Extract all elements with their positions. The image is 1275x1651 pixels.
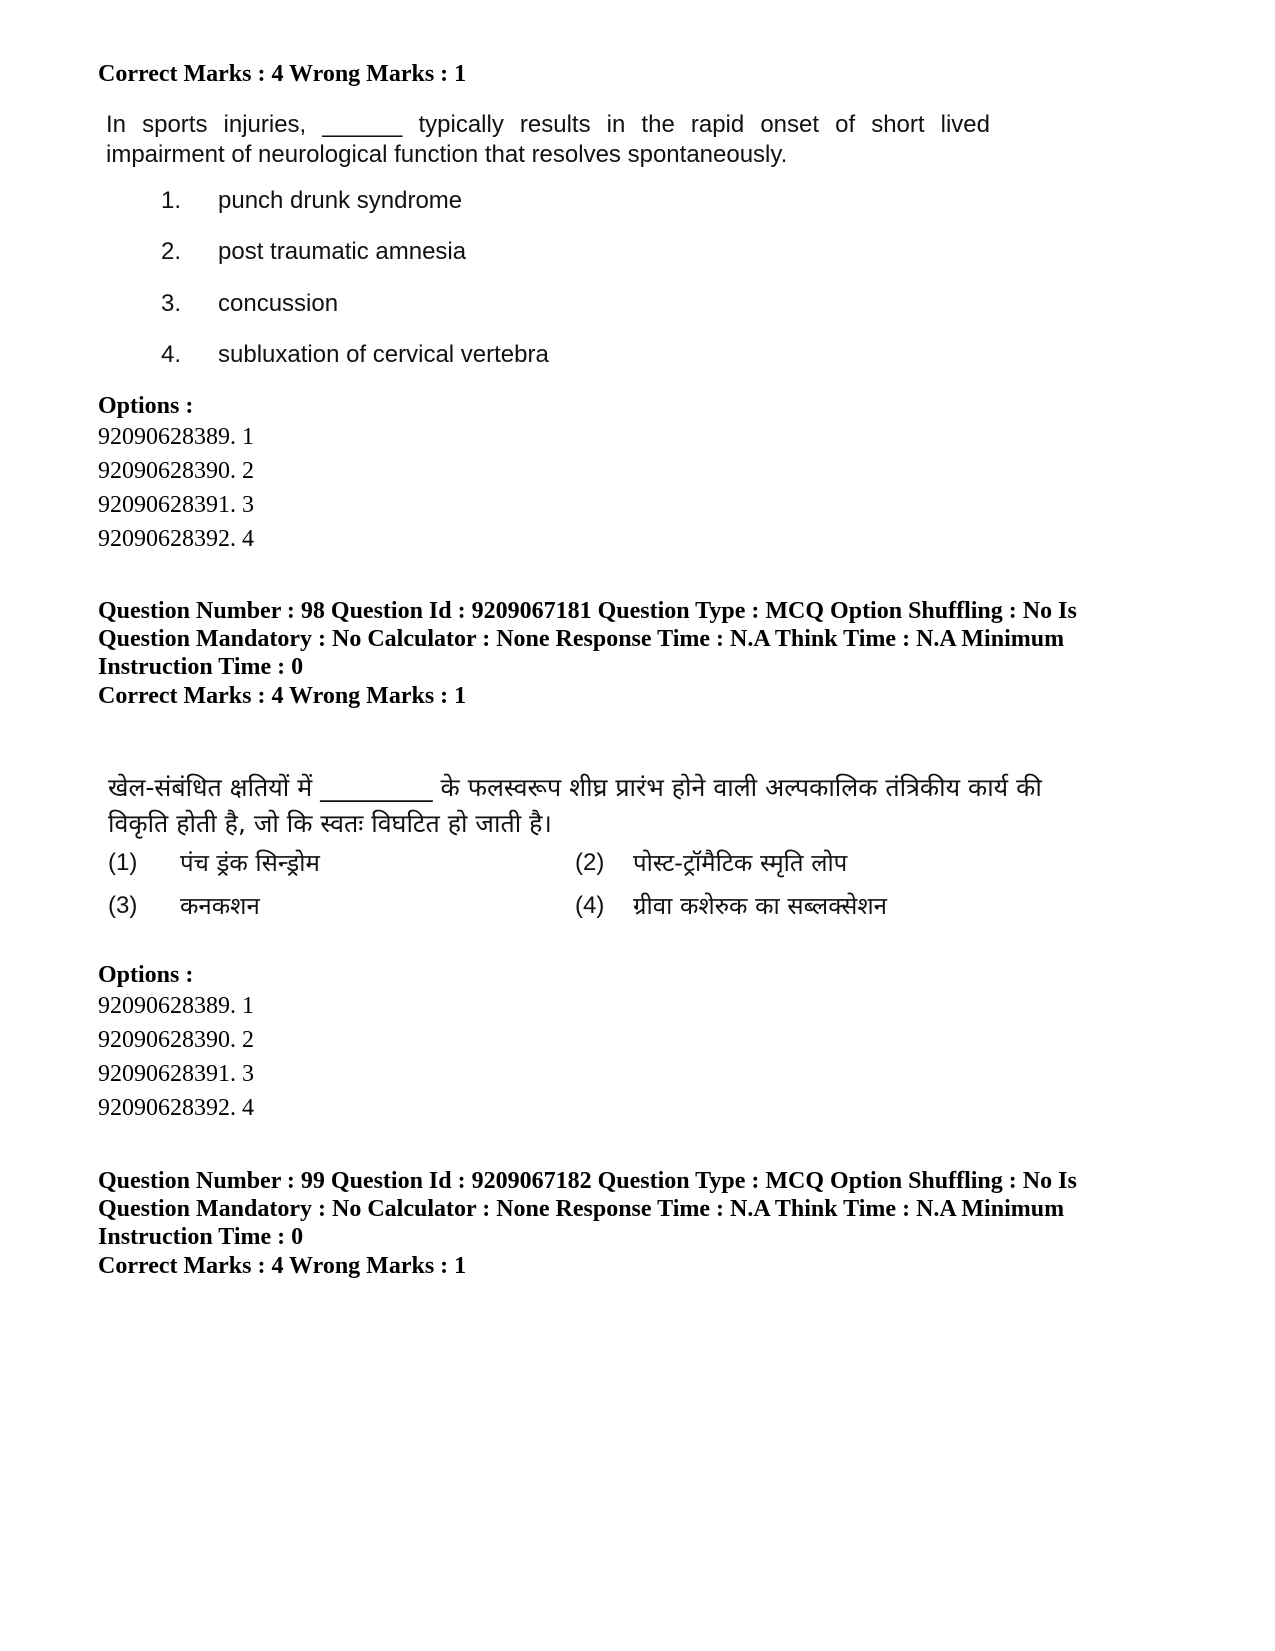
option-row: 92090628391. 3 — [98, 492, 254, 518]
q98-question-line: खेल-संबंधित क्षतियों में _________ के फलस्वरूप शीघ्र प्रारंभ होने वाली अल्पकालिक तंत्रिकीय कार्य की — [108, 773, 1042, 802]
choice-text: punch drunk syndrome — [218, 187, 463, 214]
q99-header-line: Question Number : 99 Question Id : 9209067182 Question Type : MCQ Option Shuffling : No Is — [98, 1168, 1077, 1194]
choice-number: (1) — [108, 849, 138, 876]
q97-marks: Correct Marks : 4 Wrong Marks : 1 — [98, 61, 467, 87]
choice-number: 2. — [161, 238, 182, 265]
choice-text: concussion — [218, 290, 339, 317]
choice-number: (3) — [108, 892, 138, 919]
q98-header-line: Instruction Time : 0 — [98, 654, 304, 680]
q99-header-line: Instruction Time : 0 — [98, 1224, 304, 1250]
choice-text: पंच ड्रंक सिन्ड्रोम — [180, 849, 320, 877]
q99-header-line: Question Mandatory : No Calculator : None Response Time : N.A Think Time : N.A Minimum — [98, 1196, 1065, 1222]
q98-header-line: Question Number : 98 Question Id : 9209067181 Question Type : MCQ Option Shuffling : No Is — [98, 598, 1077, 624]
choice-text: subluxation of cervical vertebra — [218, 341, 549, 368]
q98-header — [98, 597, 1188, 681]
choice-number: 3. — [161, 290, 182, 317]
option-row: 92090628391. 3 — [98, 1061, 254, 1087]
q98-options-label: Options : — [98, 962, 194, 988]
option-row: 92090628389. 1 — [98, 993, 254, 1019]
choice-number: (2) — [575, 849, 605, 876]
option-row: 92090628390. 2 — [98, 1027, 254, 1053]
option-row: 92090628389. 1 — [98, 424, 254, 450]
q98-question-line: विकृति होती है, जो कि स्वतः विघटित हो जाती है। — [108, 809, 552, 838]
q97-options-list — [98, 420, 254, 556]
option-row: 92090628390. 2 — [98, 458, 254, 484]
choice-text: ग्रीवा कशेरुक का सब्लक्सेशन — [633, 892, 888, 920]
q99-header — [98, 1167, 1188, 1251]
choice-number: 4. — [161, 341, 182, 368]
choice-number: 1. — [161, 187, 182, 214]
q97-options-label: Options : — [98, 393, 194, 419]
q99-marks: Correct Marks : 4 Wrong Marks : 1 — [98, 1253, 467, 1279]
option-row: 92090628392. 4 — [98, 526, 254, 552]
choice-text: पोस्ट-ट्रॉमैटिक स्मृति लोप — [633, 849, 848, 877]
q98-options-list — [98, 989, 254, 1125]
q98-question-text — [108, 770, 1088, 842]
option-row: 92090628392. 4 — [98, 1095, 254, 1121]
choice-number: (4) — [575, 892, 605, 919]
choice-text: post traumatic amnesia — [218, 238, 467, 265]
q97-question-text: In sports injuries, ______ typically results in the rapid onset of short lived impairment of neurological function that resolves spontaneously. — [106, 111, 990, 168]
q98-marks: Correct Marks : 4 Wrong Marks : 1 — [98, 683, 467, 709]
choice-text: कनकशन — [180, 892, 260, 920]
q98-header-line: Question Mandatory : No Calculator : None Response Time : N.A Think Time : N.A Minimum — [98, 626, 1065, 652]
